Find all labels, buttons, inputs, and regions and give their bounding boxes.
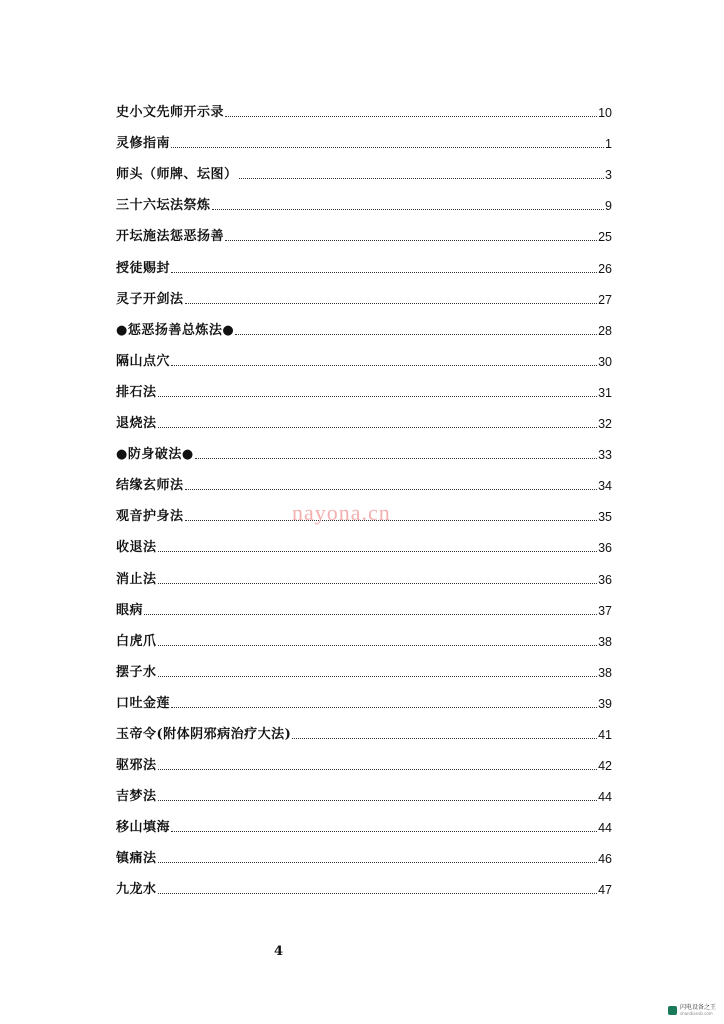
toc-entry-title: 移山填海 [116,820,171,836]
toc-entry-title: 开坛施法惩恶扬善 [116,229,225,245]
toc-leader-dots [235,334,597,335]
toc-leader-dots [158,427,598,428]
logo-text: 闪电设备之王 [679,1004,716,1011]
toc-entry[interactable] [116,805,612,836]
toc-leader-dots [158,583,598,584]
toc-entry[interactable] [116,121,612,152]
toc-entry[interactable] [116,556,612,587]
toc-entry[interactable] [116,588,612,619]
toc-entry-page: 42 [598,759,612,774]
toc-leader-dots [239,178,605,179]
toc-leader-dots [171,147,604,148]
toc-entry-title: 摆子水 [116,664,157,680]
toc-entry[interactable] [116,774,612,805]
toc-entry[interactable] [116,90,612,121]
toc-entry-title: ●防身破法● [116,447,194,463]
toc-entry-title: 灵修指南 [116,136,171,152]
toc-leader-dots [158,893,598,894]
corner-logo [668,1004,716,1016]
toc-leader-dots [171,365,597,366]
toc-entry[interactable] [116,183,612,214]
toc-entry[interactable] [116,743,612,774]
toc-leader-dots [171,831,597,832]
toc-entry-page: 35 [598,510,612,525]
toc-entry-title: 口吐金莲 [116,695,171,711]
toc-entry[interactable] [116,370,612,401]
toc-entry[interactable] [116,836,612,867]
toc-entry[interactable] [116,867,612,898]
toc-entry-page: 47 [598,883,612,898]
toc-entry[interactable] [116,463,612,494]
toc-leader-dots [225,116,597,117]
toc-entry-title: 结缘玄师法 [116,478,184,494]
toc-leader-dots [158,676,598,677]
toc-leader-dots [158,551,598,552]
toc-entry-title: 驱邪法 [116,758,157,774]
toc-entry-title: 授徒赐封 [116,260,171,276]
toc-leader-dots [158,862,598,863]
toc-entry-page: 26 [598,261,612,276]
toc-entry[interactable] [116,525,612,556]
toc-entry-title: 观音护身法 [116,509,184,525]
toc-entry-title: 灵子开剑法 [116,291,184,307]
toc-entry-page: 28 [598,323,612,338]
toc-leader-dots [158,800,598,801]
toc-entry-page: 31 [598,385,612,400]
toc-entry[interactable] [116,401,612,432]
logo-text-block [680,1004,716,1016]
toc-entry[interactable] [116,432,612,463]
toc-entry-title: 师头（师牌、坛图） [116,167,238,183]
toc-leader-dots [185,303,598,304]
toc-leader-dots [144,614,597,615]
table-of-contents [116,90,612,898]
toc-leader-dots [171,707,597,708]
toc-entry-page: 44 [598,790,612,805]
toc-entry[interactable] [116,681,612,712]
toc-entry[interactable] [116,152,612,183]
toc-entry[interactable] [116,339,612,370]
toc-leader-dots [292,738,597,739]
toc-entry-title: ●惩恶扬善总炼法● [116,322,235,338]
watermark-text: nayona.cn [292,500,391,525]
toc-leader-dots [225,240,597,241]
toc-leader-dots [185,489,598,490]
toc-entry[interactable] [116,308,612,339]
toc-entry-page: 41 [598,727,612,742]
toc-entry[interactable] [116,619,612,650]
logo-subtext: shandiansb.com [679,1011,713,1016]
toc-entry-title: 玉帝令(附体阴邪病治疗大法) [116,726,292,742]
toc-leader-dots [195,458,597,459]
logo-icon [668,1006,677,1015]
toc-entry-page: 46 [598,852,612,867]
toc-entry-page: 25 [598,230,612,245]
toc-entry-page: 39 [598,696,612,711]
toc-leader-dots [185,520,598,521]
toc-entry-page: 1 [605,137,612,152]
toc-entry-title: 消止法 [116,571,157,587]
toc-leader-dots [171,272,597,273]
toc-entry-page: 27 [598,292,612,307]
toc-entry-page: 33 [598,448,612,463]
toc-entry-page: 36 [598,572,612,587]
toc-entry[interactable] [116,214,612,245]
toc-entry-page: 3 [605,168,612,183]
toc-entry-title: 隔山点穴 [116,353,171,369]
toc-entry[interactable] [116,712,612,743]
toc-leader-dots [158,645,598,646]
toc-entry-page: 38 [598,634,612,649]
toc-entry[interactable] [116,650,612,681]
toc-entry-title: 白虎爪 [116,633,157,649]
toc-entry-page: 30 [598,354,612,369]
toc-entry-title: 吉梦法 [116,789,157,805]
toc-entry-page: 44 [598,821,612,836]
toc-leader-dots [212,209,605,210]
toc-entry-title: 退烧法 [116,416,157,432]
toc-entry-title: 排石法 [116,384,157,400]
toc-entry[interactable] [116,277,612,308]
toc-leader-dots [158,769,598,770]
toc-entry-title: 史小文先师开示录 [116,105,225,121]
toc-entry-title: 三十六坛法祭炼 [116,198,211,214]
toc-leader-dots [158,396,598,397]
toc-entry-title: 九龙水 [116,882,157,898]
toc-entry-page: 34 [598,479,612,494]
toc-entry[interactable] [116,245,612,276]
toc-entry-page: 37 [598,603,612,618]
toc-entry-title: 镇痛法 [116,851,157,867]
toc-entry-page: 9 [605,199,612,214]
toc-entry-title: 眼病 [116,602,144,618]
toc-entry-page: 32 [598,417,612,432]
toc-entry-page: 38 [598,665,612,680]
toc-entry-page: 10 [598,106,612,121]
page-number: 4 [274,944,284,959]
toc-entry-title: 收退法 [116,540,157,556]
toc-entry-page: 36 [598,541,612,556]
